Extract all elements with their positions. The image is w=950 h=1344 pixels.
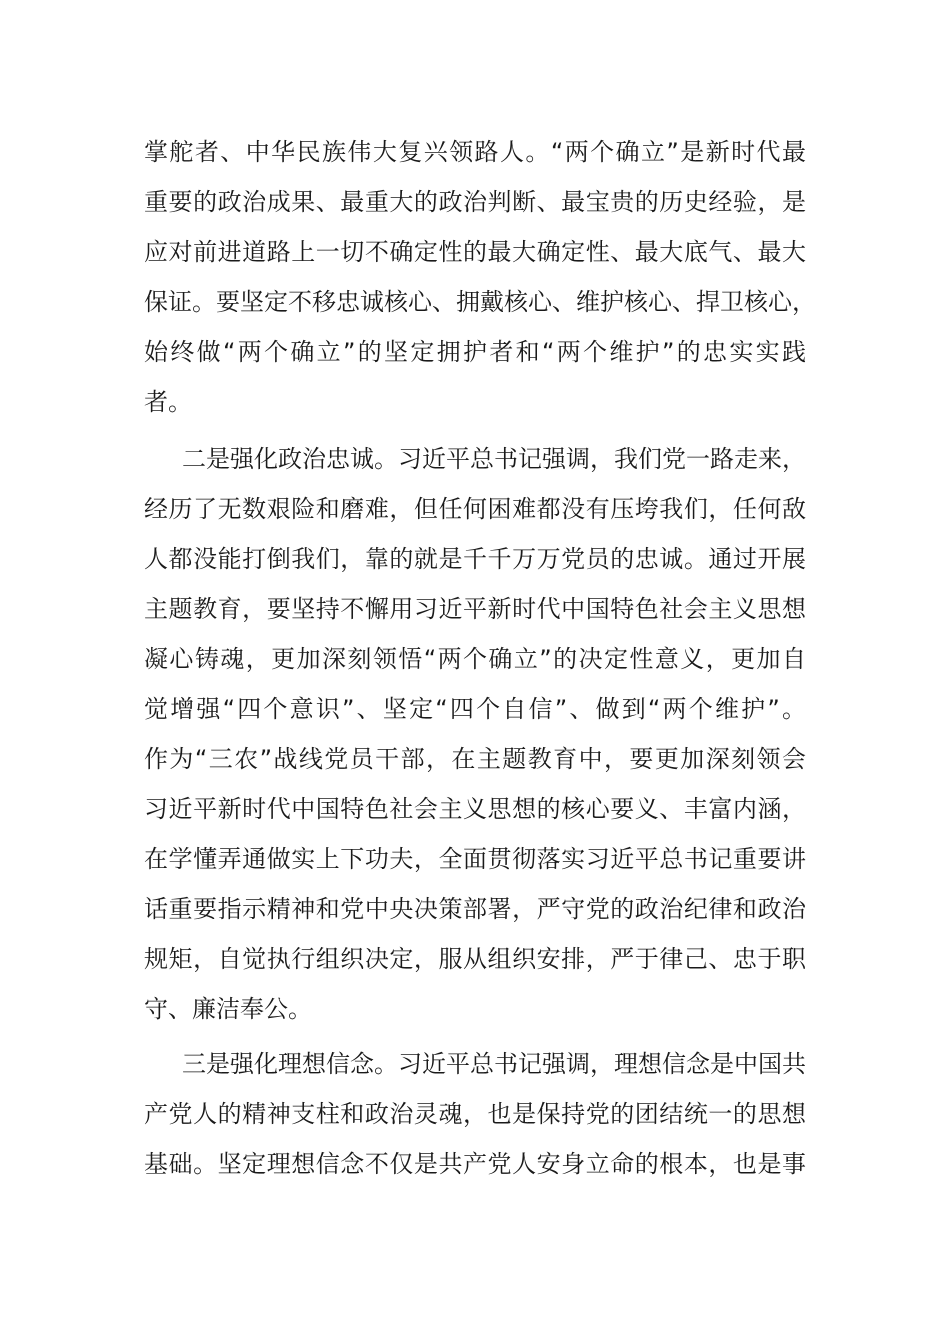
text-line: 在学懂弄通做实上下功夫，全面贯彻落实习近平总书记重要讲 [144, 845, 806, 873]
paragraph-3 [144, 1039, 806, 1189]
text-line: 凝心铸魂，更加深刻领悟“两个确立”的决定性意义，更加自 [144, 645, 806, 673]
text-line: 始终做“两个确立”的坚定拥护者和“两个维护”的忠实实践 [144, 338, 806, 366]
paragraph-1 [144, 127, 816, 427]
text-line: 经历了无数艰险和磨难，但任何困难都没有压垮我们，任何敌 [144, 495, 806, 523]
text-line: 主题教育，要坚持不懈用习近平新时代中国特色社会主义思想 [144, 595, 806, 623]
text-line: 基础。坚定理想信念不仅是共产党人安身立命的根本，也是事 [144, 1150, 806, 1178]
text-line: 话重要指示精神和党中央决策部署，严守党的政治纪律和政治 [144, 895, 806, 923]
text-line: 觉增强“四个意识”、坚定“四个自信”、做到“两个维护”。 [144, 695, 806, 723]
text-line: 保证。要坚定不移忠诚核心、拥戴核心、维护核心、捍卫核心， [144, 288, 816, 316]
text-line: 重要的政治成果、最重大的政治判断、最宝贵的历史经验，是 [144, 188, 806, 216]
text-line: 二是强化政治忠诚。习近平总书记强调，我们党一路走来， [182, 445, 806, 473]
text-line: 习近平新时代中国特色社会主义思想的核心要义、丰富内涵， [144, 795, 806, 823]
text-line: 产党人的精神支柱和政治灵魂，也是保持党的团结统一的思想 [144, 1100, 806, 1128]
text-line: 人都没能打倒我们，靠的就是千千万万党员的忠诚。通过开展 [144, 545, 806, 573]
text-line: 守、廉洁奉公。 [144, 995, 312, 1023]
paragraph-2 [144, 434, 806, 1034]
text-line: 掌舵者、中华民族伟大复兴领路人。“两个确立”是新时代最 [144, 138, 806, 166]
text-line: 作为“三农”战线党员干部，在主题教育中，要更加深刻领会 [144, 745, 806, 773]
text-line: 者。 [144, 388, 192, 416]
text-line: 三是强化理想信念。习近平总书记强调，理想信念是中国共 [182, 1050, 806, 1078]
text-line: 规矩，自觉执行组织决定，服从组织安排，严于律己、忠于职 [144, 945, 806, 973]
text-line: 应对前进道路上一切不确定性的最大确定性、最大底气、最大 [144, 238, 806, 266]
